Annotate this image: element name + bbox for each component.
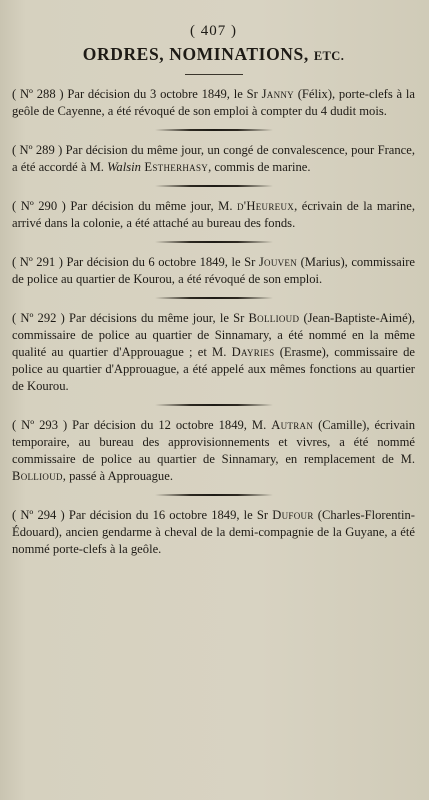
section-heading-etc: ETC. bbox=[313, 49, 345, 63]
entry-292 bbox=[12, 310, 415, 395]
entry-text: ( Nº 293 ) Par décision du 12 octobre 1849, M. Autran (Camille), écrivain temporaire, au bureau des approvisionnements et vivres, a été nommé commissaire de police au quartier de Sinnamary, en remplacement de M. Bollioud, passé à Approuague. bbox=[12, 418, 416, 483]
separator-rule bbox=[155, 297, 273, 299]
separator-rule bbox=[155, 404, 273, 406]
separator-rule bbox=[155, 494, 273, 496]
page-number: ( 407 ) bbox=[190, 23, 237, 39]
entry-text: ( Nº 288 ) Par décision du 3 octobre 1849, le Sr Janny (Félix), porte-clefs à la geôle de Cayenne, a été révoqué de son emploi à compter du 4 dudit mois. bbox=[12, 87, 415, 118]
person-name: Autran bbox=[271, 418, 314, 432]
section-heading bbox=[12, 43, 415, 67]
person-name: Estherhasy bbox=[140, 160, 209, 174]
entry-number: ( Nº 293 ) bbox=[12, 418, 68, 432]
person-name: Janny bbox=[261, 87, 294, 101]
entry-293 bbox=[12, 417, 415, 485]
heading-rule bbox=[185, 74, 243, 75]
person-name: d'Heureux bbox=[237, 199, 295, 213]
entry-290 bbox=[12, 198, 415, 232]
separator-rule bbox=[155, 241, 273, 243]
separator-rule bbox=[155, 185, 273, 187]
entry-294 bbox=[12, 507, 415, 558]
person-name: Dufour bbox=[272, 508, 314, 522]
person-name: Jouven bbox=[258, 255, 298, 269]
entry-text: ( Nº 290 ) Par décision du même jour, M. d'Heureux, écrivain de la marine, arrivé dans la colonie, a été attaché au bureau des fonds. bbox=[12, 199, 415, 230]
entry-text: ( Nº 292 ) Par décisions du même jour, le Sr Bollioud (Jean-Baptiste-Aimé), commissaire de police au quartier de Sinnamary, a été nommé en la même qualité au quartier d'Approuague ; et M. Dayries (Erasme), commissaire de police au quartier d'Approuague, a été appelé aux mêmes fonctions au quartier de Kourou. bbox=[12, 311, 415, 393]
separator-rule bbox=[155, 129, 273, 131]
entry-291 bbox=[12, 254, 415, 288]
entry-number: ( Nº 291 ) bbox=[12, 255, 63, 269]
person-first-name: Walsin bbox=[107, 160, 141, 174]
entry-288 bbox=[12, 86, 415, 120]
entry-number: ( Nº 294 ) bbox=[12, 508, 65, 522]
entry-number: ( Nº 290 ) bbox=[12, 199, 66, 213]
entry-number: ( Nº 289 ) bbox=[12, 143, 63, 157]
entry-text: ( Nº 291 ) Par décision du 6 octobre 1849, le Sr Jouven (Marius), commissaire de police au quartier de Kourou, a été révoqué de son emploi. bbox=[12, 255, 415, 286]
person-name: Bollioud bbox=[248, 311, 300, 325]
person-name: Bollioud bbox=[12, 469, 63, 483]
entry-text: ( Nº 289 ) Par décision du même jour, un congé de convalescence, pour France, a été accordé à M. Walsin Estherhasy, commis de marine. bbox=[12, 143, 415, 174]
entry-289 bbox=[12, 142, 415, 176]
person-name: Dayries bbox=[231, 345, 275, 359]
entry-number: ( Nº 288 ) bbox=[12, 87, 64, 101]
entry-number: ( Nº 292 ) bbox=[12, 311, 65, 325]
section-heading-main: ORDRES, NOMINATIONS, bbox=[82, 44, 309, 64]
entry-text: ( Nº 294 ) Par décision du 16 octobre 1849, le Sr Dufour (Charles-Florentin-Édouard), ancien gendarme à cheval de la demi-compagnie de la Guyane, a été nommé porte-clefs à la geôle. bbox=[12, 508, 416, 556]
